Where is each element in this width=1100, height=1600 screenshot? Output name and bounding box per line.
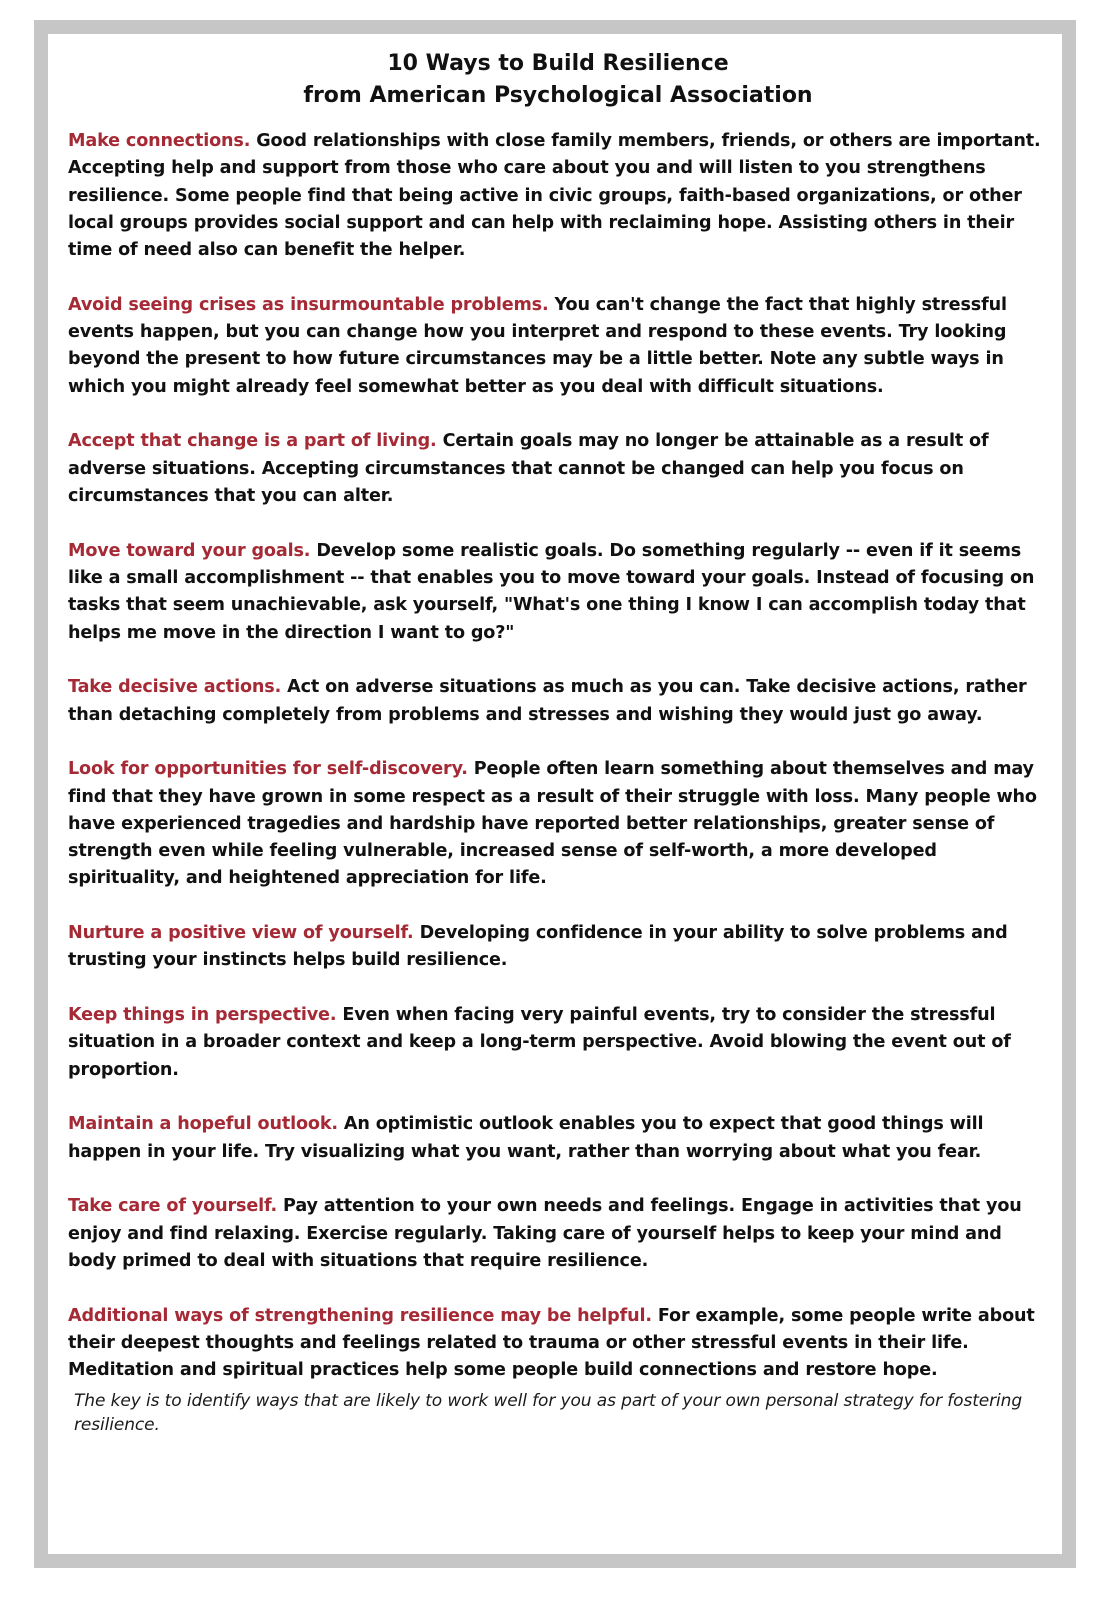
tip-item (68, 756, 1048, 892)
tip-heading: Make connections. (68, 131, 251, 151)
tip-heading: Take decisive actions. (68, 677, 282, 698)
tip-item (68, 1303, 1048, 1385)
tip-body: Pay attention to your own needs and feelings. Engage in activities that you enjoy and find relaxing. Exercise regularly. Taking care of yourself helps to keep your mind and body primed to deal with situations that require resilience. (68, 1196, 1022, 1272)
tip-heading: Look for opportunities for self-discovery. (68, 759, 468, 780)
tip-body: People often learn something about themselves and may find that they have grown in some respect as a result of their struggle with loss. Many people who have experienced tragedies and hardship have reported better relationships, greater sense of strength even while feeling vulnerable, increased sense of self-worth, a more developed spirituality, and heightened appreciation for life. (68, 759, 1037, 889)
tip-body: Certain goals may no longer be attainable as a result of adverse situations. Accepting circumstances that cannot be changed can help you focus on circumstances that you can alter. (68, 431, 989, 507)
tip-body: Good relationships with close family members, friends, or others are important. Accepting help and support from those who care about you and will listen to you strengthens resilience. Some people find that being active in civic groups, faith-based organizations, or other local groups provides social support and can help with reclaiming hope. Assisting others in their time of need also can benefit the helper. (68, 131, 1041, 261)
tip-item (68, 1193, 1048, 1275)
tip-heading: Accept that change is a part of living. (68, 431, 437, 452)
tip-item (68, 1002, 1048, 1084)
tip-item (68, 920, 1048, 975)
tip-body: For example, some people write about their deepest thoughts and feelings related to trauma or other stressful events in their life. Meditation and spiritual practices help some people build connections and restore hope. (68, 1305, 1035, 1381)
tip-item (68, 1111, 1048, 1166)
tips-list (68, 128, 1048, 1385)
tip-heading: Keep things in perspective. (68, 1005, 337, 1026)
title-line-1: 10 Ways to Build Resilience (387, 51, 729, 76)
tip-body: An optimistic outlook enables you to expect that good things will happen in your life. Try visualizing what you want, rather than worrying about what you fear. (68, 1114, 984, 1162)
tip-item (68, 128, 1048, 264)
tip-heading: Additional ways of strengthening resilience may be helpful. (68, 1305, 652, 1326)
closing-note: The key is to identify ways that are likely to work well for you as part of your own personal strategy for fostering resilience. (74, 1390, 1023, 1435)
title-line-2: from American Psychological Association (303, 83, 813, 108)
tip-body: You can't change the fact that highly stressful events happen, but you can change how you interpret and respond to these events. Try looking beyond the present to how future circumstances may be a little better. Note any subtle ways in which you might already feel somewhat better as you deal with difficult situations. (68, 294, 1007, 397)
tip-body: Even when facing very painful events, try to consider the stressful situation in a broader context and keep a long-term perspective. Avoid blowing the event out of proportion. (68, 1005, 1011, 1080)
tip-body: Develop some realistic goals. Do something regularly -- even if it seems like a small accomplishment -- that enables you to move toward your goals. Instead of focusing on tasks that seem unachievable, ask yourself, "What's one thing I know I can accomplish today that helps me move in the direction I want to go?" (68, 540, 1035, 643)
tip-heading: Nurture a positive view of yourself. (68, 923, 414, 944)
tip-item (68, 292, 1048, 401)
tip-item (68, 674, 1048, 729)
tip-heading: Avoid seeing crises as insurmountable problems. (68, 294, 549, 315)
tip-body: Developing confidence in your ability to solve problems and trusting your instincts helps build resilience. (68, 923, 1008, 971)
tip-body: Act on adverse situations as much as you can. Take decisive actions, rather than detaching completely from problems and stresses and wishing they would just go away. (68, 677, 1027, 725)
tip-heading: Maintain a hopeful outlook. (68, 1114, 338, 1135)
document-frame (34, 20, 1076, 1568)
document-title (68, 48, 1048, 112)
tip-heading: Move toward your goals. (68, 540, 311, 561)
document-content (68, 48, 1048, 1544)
tip-item (68, 538, 1048, 647)
tip-item (68, 428, 1048, 510)
tip-heading: Take care of yourself. (68, 1196, 278, 1217)
